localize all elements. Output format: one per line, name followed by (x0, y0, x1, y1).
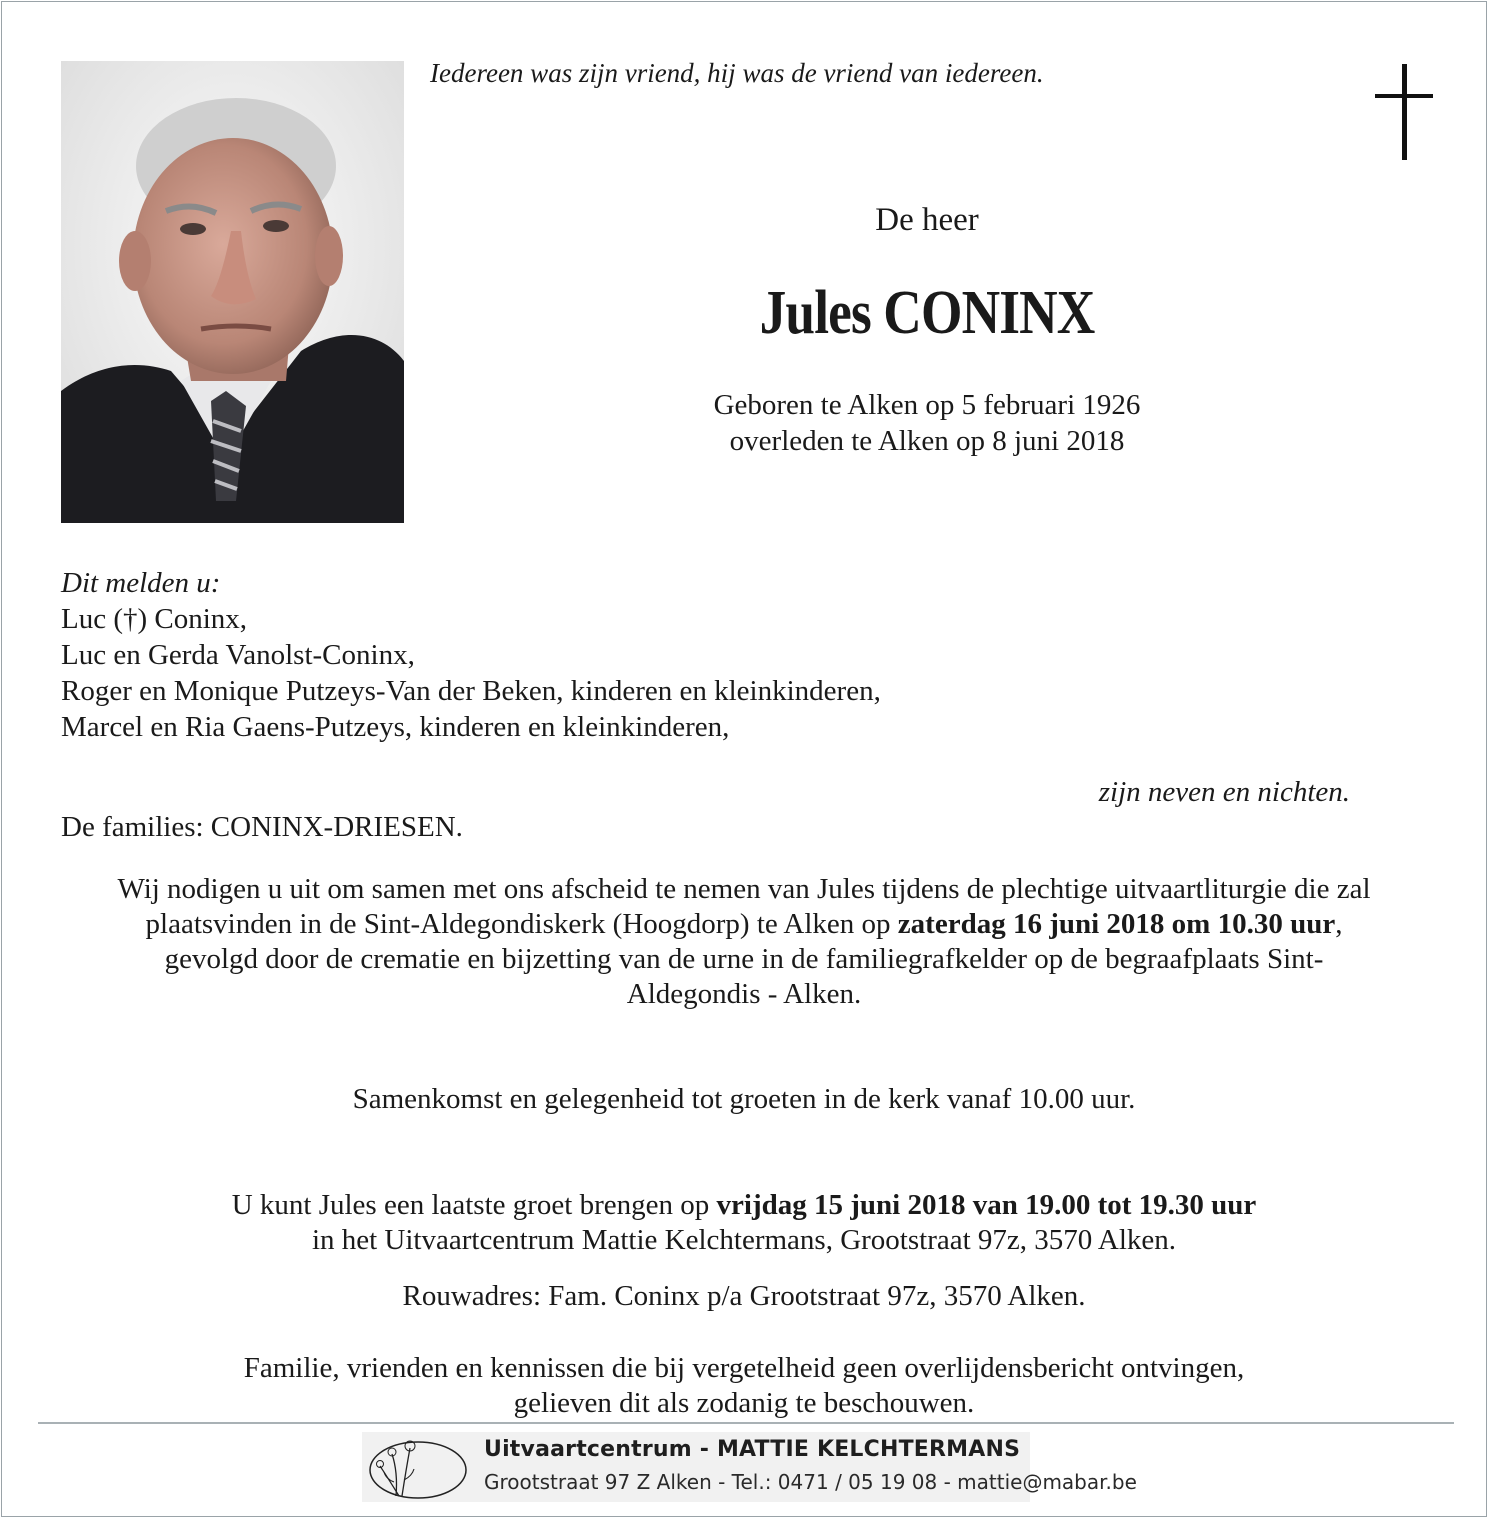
announcer-line: Luc en Gerda Vanolst-Coninx, (61, 639, 415, 671)
footer-divider (38, 1422, 1454, 1424)
announcer-line: Marcel en Ria Gaens-Putzeys, kinderen en kleinkinderen, (61, 711, 730, 743)
closing-line-1: Familie, vrienden en kennissen die bij vergetelheid geen overlijdensbericht ontvingen, (243, 1352, 1245, 1384)
birth-line: Geboren te Alken op 5 februari 1926 (713, 389, 1141, 421)
closing-line-2: gelieven dit als zodanig te beschouwen. (513, 1387, 975, 1419)
families-line: De families: CONINX-DRIESEN. (61, 811, 463, 843)
mourning-address: Rouwadres: Fam. Coninx p/a Grootstraat 97z, 3570 Alken. (402, 1280, 1086, 1312)
cross-icon (1375, 64, 1435, 168)
flower-logo-icon (366, 1432, 476, 1506)
funeral-home-name: Uitvaartcentrum - MATTIE KELCHTERMANS (484, 1437, 1021, 1462)
portrait-photo (61, 61, 404, 523)
closing-note (61, 1351, 1427, 1421)
announcer-line: Luc (†) Coninx, (61, 603, 248, 635)
gathering-note: Samenkomst en gelegenheid tot groeten in de kerk vanaf 10.00 uur. (352, 1083, 1136, 1115)
deceased-name: Jules CONINX (759, 279, 1095, 347)
invitation-text-2: , gevolgd door de crematie en bijzetting van de urne in de familiegrafkelder op de begraafplaats Sint-Aldegondis - Alken. (164, 908, 1343, 1010)
farewell-location: in het Uitvaartcentrum Mattie Kelchtermans, Grootstraat 97z, 3570 Alken. (311, 1224, 1177, 1256)
funeral-datetime: zaterdag 16 juni 2018 om 10.30 uur (897, 908, 1336, 940)
obituary-card (1, 1, 1487, 1517)
funeral-invitation (61, 872, 1427, 1012)
nephews-line: zijn neven en nichten. (1098, 776, 1350, 808)
portrait-image (61, 61, 404, 523)
farewell-text: U kunt Jules een laatste groet brengen op (231, 1189, 717, 1221)
farewell-visit (61, 1188, 1427, 1258)
life-dates (472, 387, 1382, 459)
announcers-list (61, 565, 881, 745)
farewell-datetime: vrijdag 15 juni 2018 van 19.00 tot 19.30 uur (716, 1189, 1257, 1221)
announcers-intro: Dit melden u: (61, 567, 221, 599)
invitation-text-1: Wij nodigen u uit om samen met ons afscheid te nemen van Jules tijdens de plechtige uitvaartliturgie die zal plaatsvinden in de Sint-Aldegondiskerk (Hoogdorp) te Alken op (117, 873, 1371, 940)
funeral-home-footer (362, 1432, 1137, 1502)
honorific: De heer (875, 202, 979, 238)
funeral-home-contact: Grootstraat 97 Z Alken - Tel.: 0471 / 05 19 08 - mattie@mabar.be (484, 1470, 1137, 1494)
death-line: overleden te Alken op 8 juni 2018 (729, 425, 1125, 457)
announcer-line: Roger en Monique Putzeys-Van der Beken, kinderen en kleinkinderen, (61, 675, 881, 707)
motto-quote: Iedereen was zijn vriend, hij was de vriend van iedereen. (430, 58, 1044, 88)
